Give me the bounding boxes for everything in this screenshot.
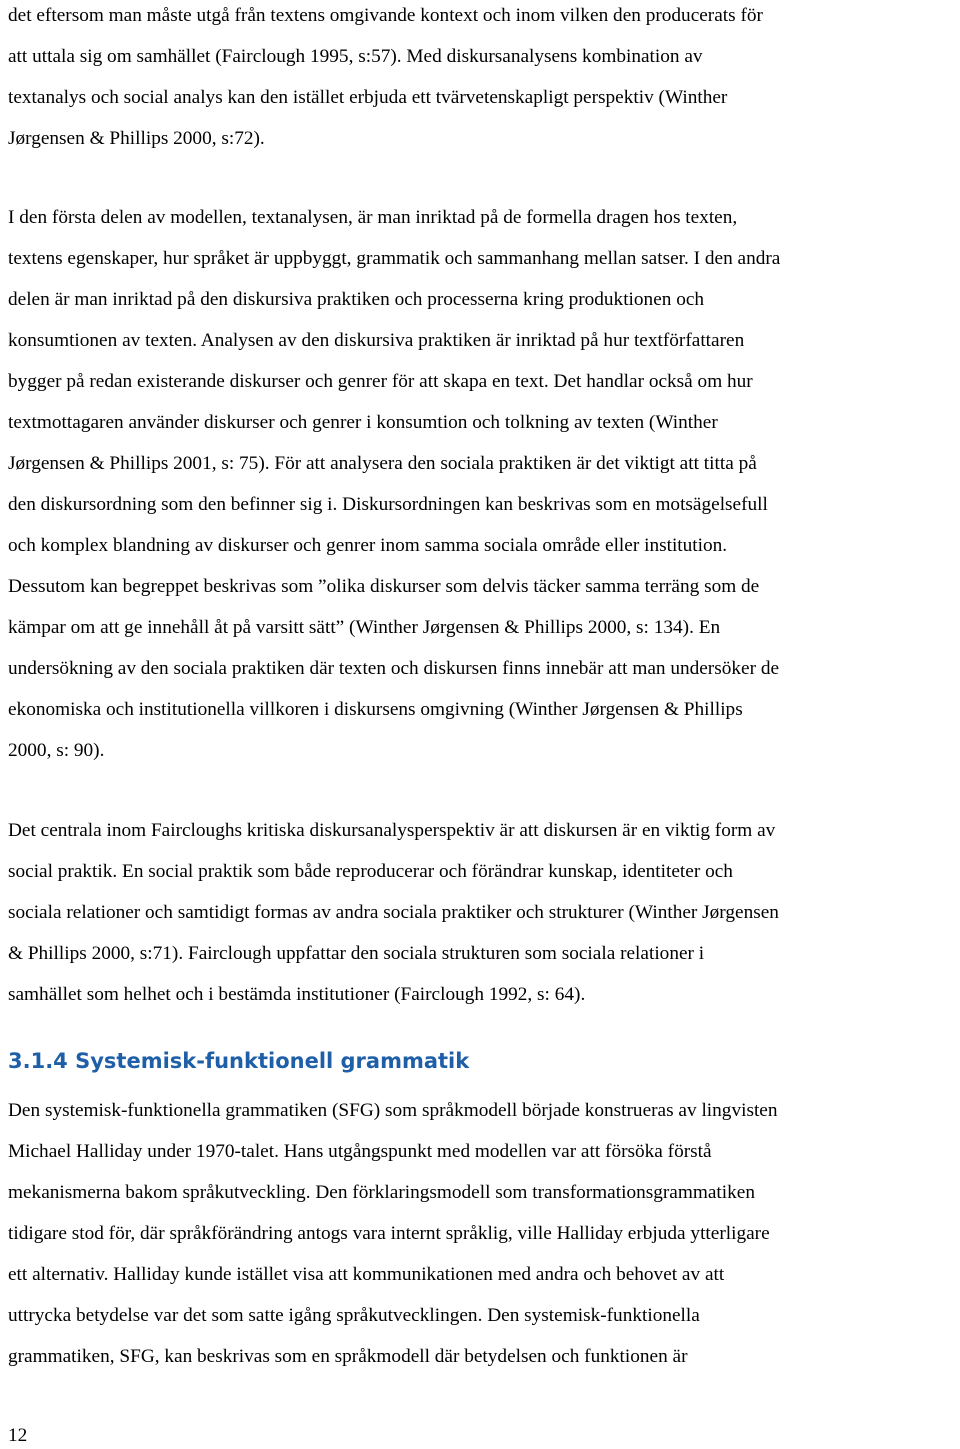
text-line: ekonomiska och institutionella villkoren i diskursens omgivning (Winther Jørgensen & Phillips <box>8 699 743 720</box>
text-line: Michael Halliday under 1970-talet. Hans utgångspunkt med modellen var att försöka förstå <box>8 1141 712 1162</box>
text-line: att uttala sig om samhället (Fairclough 1995, s:57). Med diskursanalysens kombination av <box>8 46 703 67</box>
text-line: Den systemisk-funktionella grammatiken (SFG) som språkmodell började konstrueras av lingvisten <box>8 1100 778 1121</box>
page-number: 12 <box>8 1425 28 1446</box>
text-line: undersökning av den sociala praktiken där texten och diskursen finns innebär att man undersöker de <box>8 658 780 679</box>
text-line: textanalys och social analys kan den istället erbjuda ett tvärvetenskapligt perspektiv (Winther <box>8 87 728 108</box>
text-line: det eftersom man måste utgå från textens omgivande kontext och inom vilken den producerats för <box>8 5 763 26</box>
text-line: uttrycka betydelse var det som satte igång språkutvecklingen. Den systemisk-funktionella <box>8 1305 700 1326</box>
text-line: Dessutom kan begreppet beskrivas som ”olika diskurser som delvis täcker samma terräng som de <box>8 576 760 597</box>
text-line: ett alternativ. Halliday kunde istället visa att kommunikationen med andra och behovet av att <box>8 1264 725 1285</box>
section-heading: 3.1.4 Systemisk-funktionell grammatik <box>8 1049 470 1073</box>
text-line: I den första delen av modellen, textanalysen, är man inriktad på de formella dragen hos texten, <box>8 207 738 228</box>
text-line: textens egenskaper, hur språket är uppbyggt, grammatik och sammanhang mellan satser. I den andra <box>8 248 781 269</box>
text-line: tidigare stod för, där språkförändring antogs vara internt språklig, ville Halliday erbjuda ytterligare <box>8 1223 770 1244</box>
text-line: samhället som helhet och i bestämda institutioner (Fairclough 1992, s: 64). <box>8 984 586 1005</box>
text-line: mekanismerna bakom språkutveckling. Den förklaringsmodell som transformationsgrammatiken <box>8 1182 755 1203</box>
text-line: delen är man inriktad på den diskursiva praktiken och processerna kring produktionen och <box>8 289 705 310</box>
text-line: 2000, s: 90). <box>8 740 105 761</box>
paragraph-fairclough-social-practice <box>8 810 958 1015</box>
paragraph-discourse-context <box>8 0 958 159</box>
text-line: & Phillips 2000, s:71). Fairclough uppfattar den sociala strukturen som sociala relationer i <box>8 943 705 964</box>
text-line: Det centrala inom Faircloughs kritiska diskursanalysperspektiv är att diskursen är en viktig form av <box>8 820 776 841</box>
text-line: bygger på redan existerande diskurser och genrer för att skapa en text. Det handlar också om hur <box>8 371 753 392</box>
text-line: grammatiken, SFG, kan beskrivas som en språkmodell där betydelsen och funktionen är <box>8 1346 688 1367</box>
text-line: och komplex blandning av diskurser och genrer inom samma sociala område eller institution. <box>8 535 728 556</box>
text-line: Jørgensen & Phillips 2001, s: 75). För att analysera den sociala praktiken är det viktigt att titta på <box>8 453 757 474</box>
text-line: kämpar om att ge innehåll åt på varsitt sätt” (Winther Jørgensen & Phillips 2000, s: 134). En <box>8 617 721 638</box>
text-line: social praktik. En social praktik som både reproducerar och förändrar kunskap, identiteter och <box>8 861 733 882</box>
text-line: konsumtionen av texten. Analysen av den diskursiva praktiken är inriktad på hur textförfattaren <box>8 330 745 351</box>
text-line: sociala relationer och samtidigt formas av andra sociala praktiker och strukturer (Winther Jørgensen <box>8 902 779 923</box>
paragraph-model-parts <box>8 197 958 771</box>
text-line: Jørgensen & Phillips 2000, s:72). <box>8 128 265 149</box>
text-line: den diskursordning som den befinner sig i. Diskursordningen kan beskrivas som en motsägelsefull <box>8 494 768 515</box>
text-line: textmottagaren använder diskurser och genrer i konsumtion och tolkning av texten (Winther <box>8 412 718 433</box>
paragraph-sfg-intro <box>8 1090 958 1377</box>
